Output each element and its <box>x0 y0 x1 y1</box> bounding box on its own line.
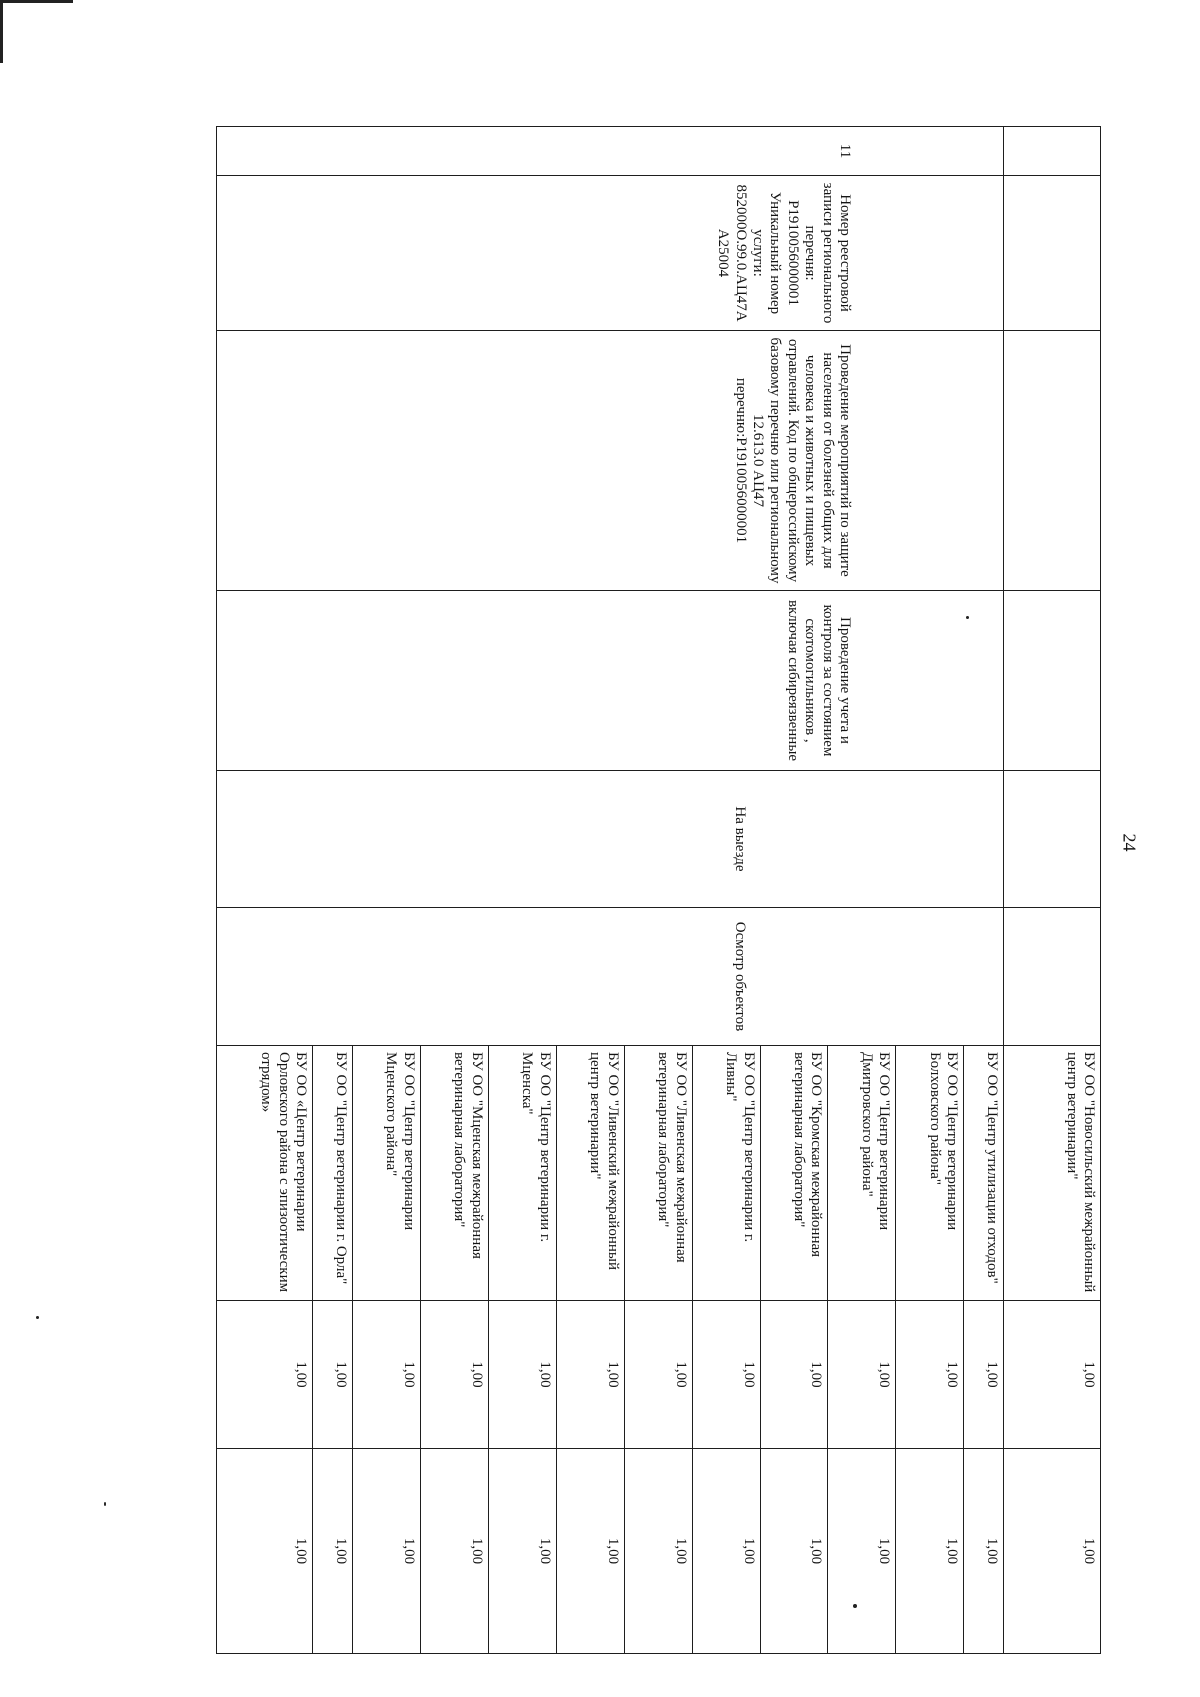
scan-corner-mark <box>0 0 73 63</box>
value-2: 1,00 <box>624 1449 692 1654</box>
value-1: 1,00 <box>964 1301 1004 1449</box>
service-number: 852000О.99.0.АЦ47АА25004 <box>715 184 749 322</box>
value-1: 1,00 <box>352 1301 420 1449</box>
service-condition: На выезде <box>217 771 1004 908</box>
value-1: 1,00 <box>217 1301 313 1449</box>
org-name: БУ ОО "Центр ветеринарии Дмитровского района" <box>828 1046 896 1301</box>
registry-label: Номер реестровой записи регионального перечня: <box>802 182 853 324</box>
org-name: БУ ОО "Новосильский межрайонный центр ветеринарии" <box>1004 1046 1101 1301</box>
value-1: 1,00 <box>760 1301 828 1449</box>
service-content: Проведение учета и контроля за состоянием скотомогильников , включая сибиреязвенные <box>217 591 1004 771</box>
org-name: БУ ОО "Центр ветеринарии г. Ливны" <box>692 1046 760 1301</box>
org-name: БУ ОО "Центр ветеринарии г. Мценска" <box>488 1046 556 1301</box>
indicator-name: Осмотр объектов <box>217 908 1004 1046</box>
value-2: 1,00 <box>896 1449 964 1654</box>
table-row <box>964 127 1004 1654</box>
value-1: 1,00 <box>1004 1301 1101 1449</box>
value-1: 1,00 <box>313 1301 353 1449</box>
org-name: БУ ОО "Центр утилизации отходов" <box>964 1046 1004 1301</box>
service-number-label: Уникальный номер услуги: <box>750 191 784 315</box>
value-2: 1,00 <box>488 1449 556 1654</box>
value-2: 1,00 <box>828 1449 896 1654</box>
value-2: 1,00 <box>352 1449 420 1654</box>
value-2: 1,00 <box>692 1449 760 1654</box>
value-2: 1,00 <box>556 1449 624 1654</box>
org-name: БУ ОО "Центр ветеринарии Мценского района" <box>352 1046 420 1301</box>
scan-speck <box>104 1502 106 1506</box>
page-number: 24 <box>1119 833 1140 852</box>
value-2: 1,00 <box>964 1449 1004 1654</box>
value-1: 1,00 <box>420 1301 488 1449</box>
value-2: 1,00 <box>217 1449 313 1654</box>
org-name: БУ ОО "Кромская межрайонная ветеринарная лаборатория" <box>760 1046 828 1301</box>
value-1: 1,00 <box>556 1301 624 1449</box>
value-1: 1,00 <box>624 1301 692 1449</box>
value-2: 1,00 <box>1004 1449 1101 1654</box>
registry-cell <box>217 176 1004 331</box>
org-name: БУ ОО "Ливенский межрайонный центр ветеринарии" <box>556 1046 624 1301</box>
value-1: 1,00 <box>692 1301 760 1449</box>
org-name: БУ ОО "Центр ветеринарии г. Орла" <box>313 1046 353 1301</box>
org-name: БУ ОО "Центр ветеринарии Болховского района" <box>896 1046 964 1301</box>
value-1: 1,00 <box>488 1301 556 1449</box>
value-2: 1,00 <box>313 1449 353 1654</box>
scan-speck <box>36 1316 39 1319</box>
value-2: 1,00 <box>760 1449 828 1654</box>
value-1: 1,00 <box>896 1301 964 1449</box>
table-row <box>1004 127 1101 1654</box>
rotated-table <box>216 126 1101 1653</box>
org-name: БУ ОО «Центр ветеринарии Орловского района с эпизоотическим отрядом» <box>217 1046 313 1301</box>
registry-number: Р1910056000001 <box>784 200 801 306</box>
org-name: БУ ОО "Мценская межрайонная ветеринарная лаборатория" <box>420 1046 488 1301</box>
value-1: 1,00 <box>828 1301 896 1449</box>
row-index: 11 <box>217 127 1004 176</box>
service-name: Проведение мероприятий по защите населения от болезней общих для человека и животных и пищевых отравлений. Код по общероссийскому базовому перечню или региональному 12.613.0 АЦ47 перечню:Р1910056000001 <box>217 331 1004 591</box>
services-table <box>216 126 1101 1654</box>
org-name: БУ ОО "Ливенская межрайонная ветеринарная лаборатория" <box>624 1046 692 1301</box>
value-2: 1,00 <box>420 1449 488 1654</box>
